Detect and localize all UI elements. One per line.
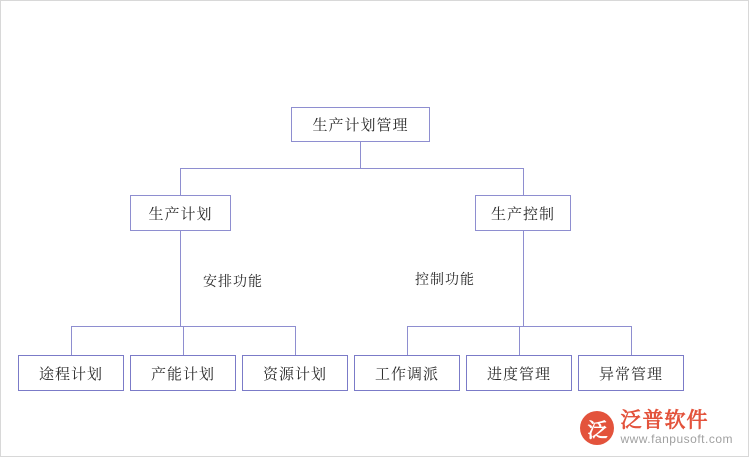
watermark	[580, 409, 733, 447]
node-root: 生产计划管理	[291, 107, 430, 142]
node-leaf-routing-plan: 途程计划	[18, 355, 124, 391]
node-leaf-resource-plan: 资源计划	[242, 355, 348, 391]
watermark-text	[620, 409, 733, 447]
connector-leaf-drop-3	[295, 326, 296, 355]
connector-right-branch-stem	[523, 231, 524, 326]
node-leaf-capacity-plan: 产能计划	[130, 355, 236, 391]
brand-url: www.fanpusoft.com	[620, 432, 733, 447]
brand-name: 泛普软件	[620, 409, 709, 433]
connector-leaf-drop-4	[407, 326, 408, 355]
connector-leaf-drop-2	[183, 326, 184, 355]
node-leaf-exception-management: 异常管理	[578, 355, 684, 391]
connector-leaf-drop-6	[631, 326, 632, 355]
brand-logo-icon: 泛	[580, 411, 614, 445]
connector-root-bus	[180, 168, 523, 169]
connector-leaf-drop-1	[71, 326, 72, 355]
connector-branch-left-drop	[180, 168, 181, 195]
node-branch-production-plan: 生产计划	[130, 195, 231, 231]
label-control-function: 控制功能	[415, 271, 475, 287]
label-arrange-function: 安排功能	[203, 273, 263, 289]
node-leaf-work-dispatch: 工作调派	[354, 355, 460, 391]
connector-root-stem	[360, 142, 361, 168]
node-branch-production-control: 生产控制	[475, 195, 571, 231]
connector-left-branch-stem	[180, 231, 181, 326]
connector-branch-right-drop	[523, 168, 524, 195]
node-leaf-progress-management: 进度管理	[466, 355, 572, 391]
connector-leaf-drop-5	[519, 326, 520, 355]
